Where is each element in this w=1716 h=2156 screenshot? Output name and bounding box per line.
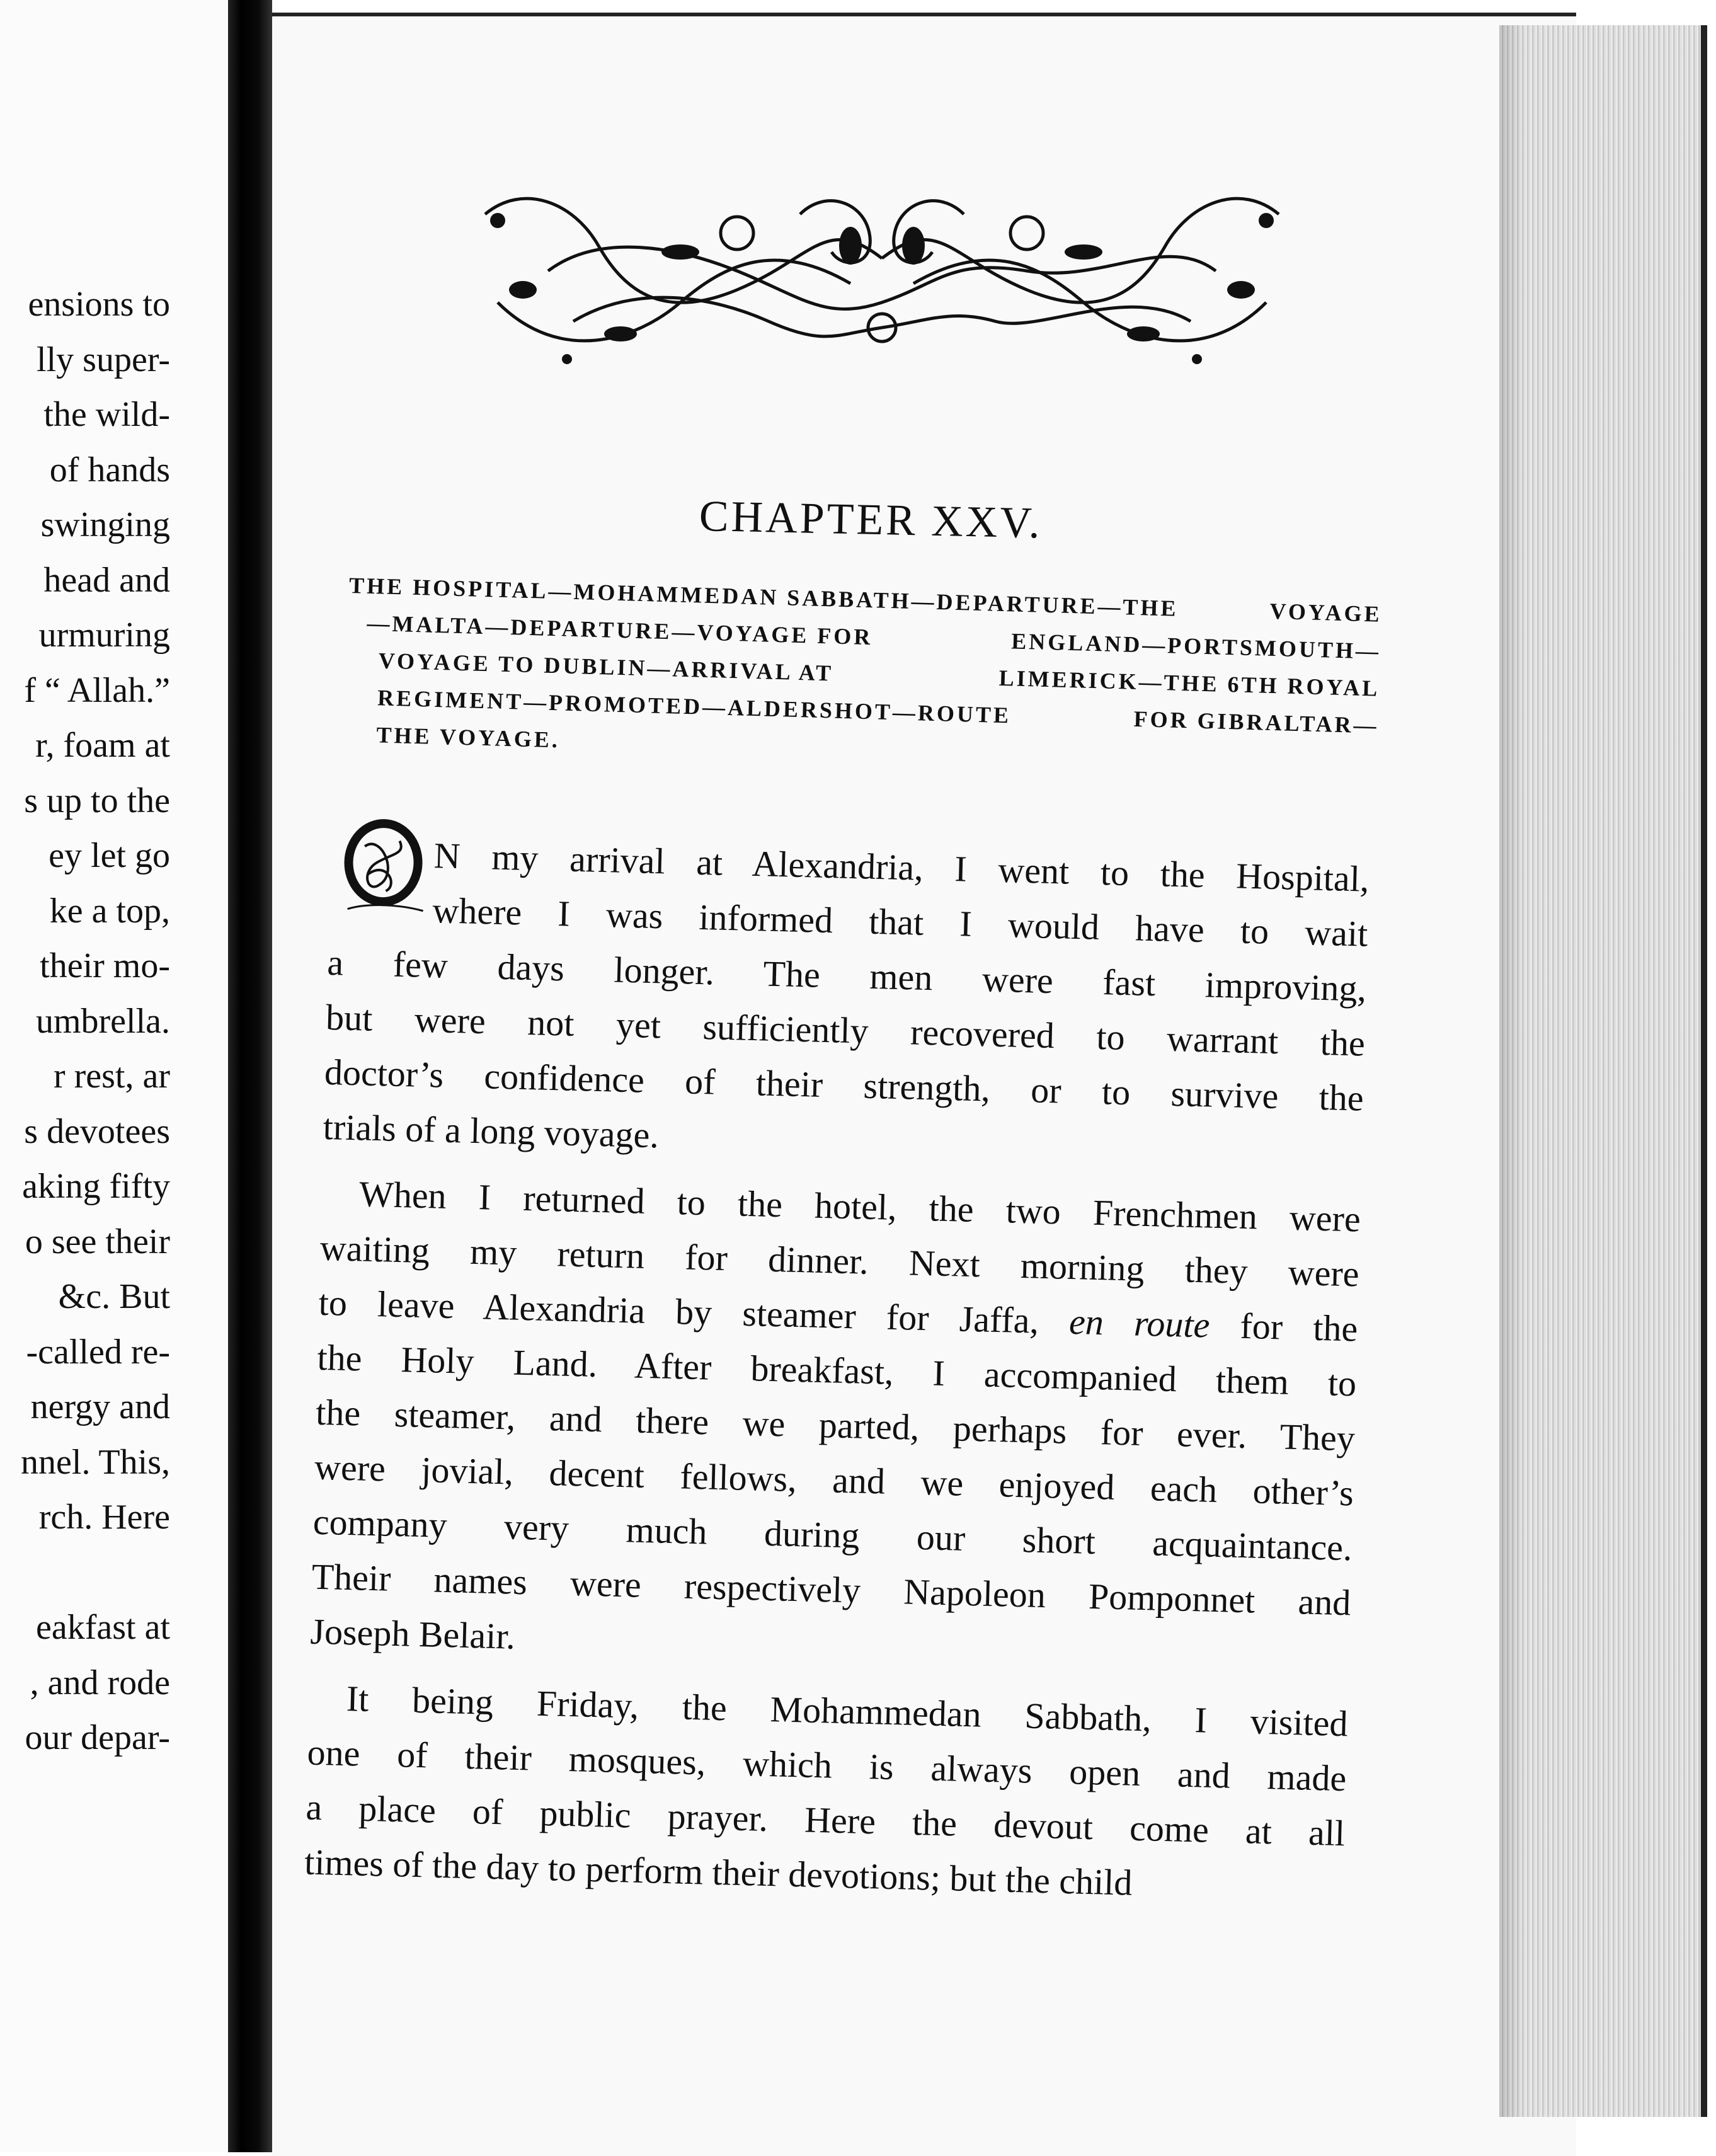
left-page-line: urmuring (38, 616, 170, 655)
paragraph (310, 1166, 1361, 1685)
left-page-line: s devotees (24, 1111, 170, 1151)
left-page-line: umbrella. (35, 1001, 170, 1041)
text-line: Joseph Belair. (309, 1610, 516, 1657)
left-page-line: our depar- (25, 1718, 170, 1757)
italic-phrase: en route (1068, 1300, 1211, 1346)
text-line: but were not yet sufficiently recovered to warrant the (325, 996, 1366, 1064)
text-line: the steamer, and there we parted, perhaps for ever. They (315, 1391, 1356, 1459)
left-page-line: ke a top, (49, 891, 170, 931)
text-line: one of their mosques, which is always open and made (306, 1731, 1347, 1799)
left-page-line: &c. But (58, 1277, 170, 1316)
left-page-text (0, 277, 170, 1766)
left-page-line: of hands (49, 450, 170, 490)
synopsis-segment: VOYAGE (1269, 598, 1383, 627)
text-line: It being Friday, the Mohammedan Sabbath, I visited (346, 1678, 1349, 1745)
left-page-line: r, foam at (35, 726, 170, 765)
left-page-line: nnel. This, (21, 1442, 170, 1482)
synopsis-segment: THE VOYAGE. (376, 722, 561, 753)
text-line: waiting my return for dinner. Next morning they were (319, 1227, 1360, 1295)
left-page-line (0, 1545, 170, 1601)
left-page-line: , and rode (30, 1663, 170, 1702)
text-line: doctor’s confidence of their strength, or to survive the (324, 1051, 1364, 1119)
text-line: times of the day to perform their devotions; but the child (304, 1841, 1133, 1903)
text-line: to leave Alexandria by steamer for Jaffa, en route for the (318, 1282, 1359, 1350)
text-line: where I was informed that I would have to wait (432, 890, 1368, 955)
chapter-title: CHAPTER XXV. (699, 492, 1043, 548)
left-page-line: o see their (25, 1222, 170, 1261)
chapter-synopsis (345, 567, 1383, 782)
left-page-line: f “ Allah.” (24, 670, 170, 710)
ornamental-headpiece (472, 176, 1291, 378)
synopsis-segment: THE HOSPITAL—MOHAMMEDAN SABBATH—DEPARTURE—THE (348, 572, 1179, 621)
left-page (0, 0, 228, 2152)
top-margin (272, 0, 1716, 14)
text-line: were jovial, decent fellows, and we enjoyed each other’s (314, 1446, 1354, 1514)
synopsis-segment: ENGLAND—PORTSMOUTH— (1010, 628, 1381, 664)
text-line: the Holy Land. After breakfast, I accompanied them to (316, 1336, 1357, 1404)
synopsis-segment: FOR GIBRALTAR— (1133, 706, 1380, 738)
synopsis-segment: REGIMENT—PROMOTED—ALDERSHOT—ROUTE (377, 685, 1012, 728)
page-stack-edge (1499, 25, 1707, 2117)
left-page-line: ey let go (49, 836, 170, 875)
left-page-line: head and (43, 560, 170, 600)
synopsis-segment: —MALTA—DEPARTURE—VOYAGE FOR (366, 610, 873, 650)
left-page-line: nergy and (30, 1387, 170, 1426)
text-line: When I returned to the hotel, the two Frenchmen were (358, 1173, 1361, 1240)
left-page-line: swinging (40, 505, 170, 544)
paragraph (304, 1670, 1348, 1916)
text-line: trials of a long voyage. (323, 1106, 660, 1156)
left-page-line: ensions to (28, 285, 170, 324)
left-page-line: r rest, ar (53, 1057, 170, 1096)
left-page-line: rch. Here (38, 1498, 170, 1537)
left-page-line: -called re- (26, 1332, 170, 1372)
synopsis-segment: LIMERICK—THE 6TH ROYAL (998, 665, 1380, 701)
book-gutter (228, 0, 272, 2152)
chapter-body (304, 825, 1370, 1927)
text-line: N my arrival at Alexandria, I went to the Hospital, (433, 835, 1370, 900)
left-page-line: aking fifty (22, 1167, 170, 1206)
left-page-line: s up to the (24, 781, 170, 820)
text-line: Their names were respectively Napoleon Pomponnet and (311, 1556, 1352, 1624)
left-page-line: eakfast at (36, 1608, 170, 1647)
text-line: a few days longer. The men were fast improving, (326, 941, 1367, 1009)
text-line: company very much during our short acquaintance. (312, 1501, 1353, 1569)
left-page-line: lly super- (37, 340, 170, 379)
synopsis-segment: VOYAGE TO DUBLIN—ARRIVAL AT (378, 648, 834, 686)
text-line: a place of public prayer. Here the devout come at all (305, 1786, 1346, 1854)
paragraph (323, 825, 1370, 1181)
left-page-line: their mo- (40, 946, 170, 985)
left-page-line: the wild- (43, 395, 170, 434)
page-stack-shadow (1499, 25, 1524, 2117)
dropcap-ornament-icon (341, 815, 432, 917)
